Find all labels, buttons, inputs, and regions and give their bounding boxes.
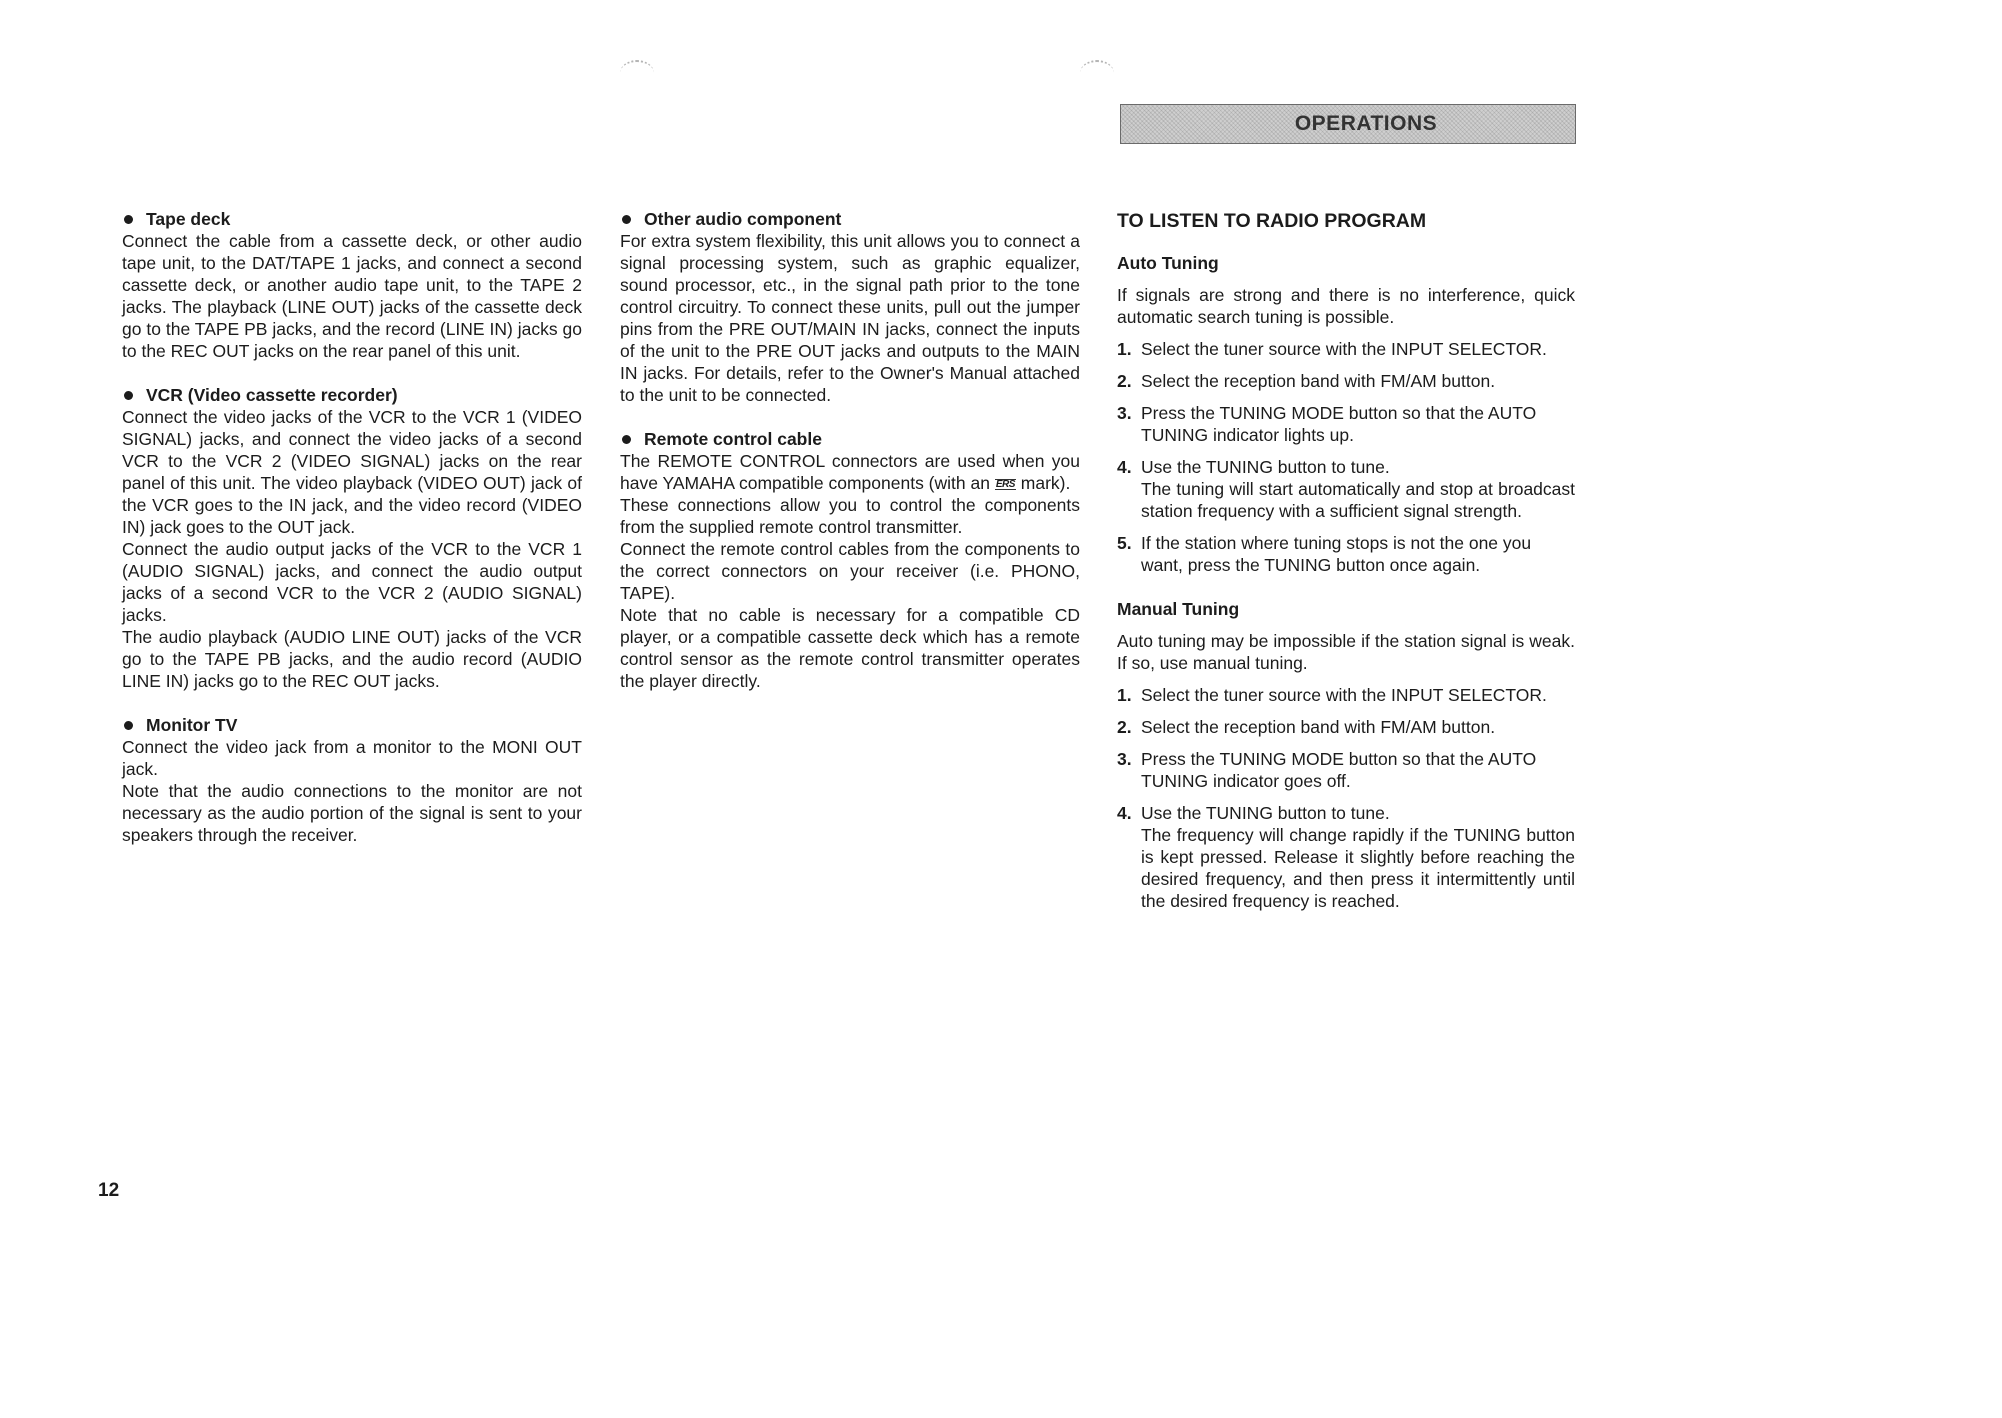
remote-text-after: mark). [1020,473,1071,493]
remote-cable-section [620,428,1080,692]
step-detail: The frequency will change rapidly if the TUNING button is kept pressed. Release it slightly before reaching the desired frequency, and then press it intermittently until the desired frequency is reached. [1141,825,1575,911]
other-audio-section [620,208,1080,406]
page-number: 12 [98,1180,120,1201]
heading-text: Remote control cable [644,429,822,449]
remote-text-before: The REMOTE CONTROL connectors are used when you have YAMAHA compatible components (with an [620,451,1080,493]
heading-text: Tape deck [146,209,231,229]
step-number: 3. [1117,749,1132,769]
step-text: Press the TUNING MODE button so that the AUTO TUNING indicator lights up. [1141,403,1537,445]
vcr-heading [122,384,582,406]
right-column [1117,208,1575,922]
remote-cable-paragraph: Note that no cable is necessary for a compatible CD player, or a compatible cassette deck which has a remote control sensor as the remote control transmitter operates the player directly. [620,605,1080,691]
vcr-section [122,384,582,692]
step-item [1117,370,1575,392]
heading-text: Monitor TV [146,715,238,735]
heading-text: VCR (Video cassette recorder) [146,385,398,405]
step-content [1141,338,1575,360]
monitor-tv-paragraph: Note that the audio connections to the monitor are not necessary as the audio portion of the signal is sent to your speakers through the receiver. [122,781,582,845]
step-text: Use the TUNING button to tune. [1141,803,1390,823]
step-text: Select the tuner source with the INPUT SELECTOR. [1141,339,1547,359]
manual-tuning-steps [1117,684,1575,912]
monitor-tv-paragraph: Connect the video jack from a monitor to the MONI OUT jack. [122,737,582,779]
step-content [1141,684,1575,706]
auto-tuning-heading: Auto Tuning [1117,253,1219,273]
step-content [1141,402,1575,446]
step-content [1141,456,1575,522]
auto-tuning-intro: If signals are strong and there is no interference, quick automatic search tuning is possible. [1117,285,1575,327]
bullet-icon [124,215,133,224]
step-number: 5. [1117,533,1132,553]
monitor-tv-heading [122,714,582,736]
tape-deck-section [122,208,582,362]
manual-tuning-intro: Auto tuning may be impossible if the station signal is weak. If so, use manual tuning. [1117,631,1575,673]
step-content [1141,748,1575,792]
vcr-paragraph: The audio playback (AUDIO LINE OUT) jacks of the VCR go to the TAPE PB jacks, and the audio record (AUDIO LINE IN) jacks go to the REC OUT jacks. [122,627,582,691]
step-item [1117,802,1575,912]
bullet-icon [124,721,133,730]
heading-text: Other audio component [644,209,842,229]
left-column [122,208,582,868]
other-audio-heading [620,208,1080,230]
step-text: Press the TUNING MODE button so that the AUTO TUNING indicator goes off. [1141,749,1537,791]
step-item [1117,338,1575,360]
banner-label: OPERATIONS [1294,112,1438,135]
remote-cable-paragraph [620,450,1080,494]
step-text: Select the reception band with FM/AM button. [1141,371,1496,391]
bullet-icon [124,391,133,400]
step-item [1117,402,1575,446]
step-content [1141,802,1575,912]
binder-hole-mark [620,60,654,86]
step-item [1117,684,1575,706]
step-item [1117,748,1575,792]
step-item [1117,456,1575,522]
monitor-tv-section [122,714,582,846]
ers-logo-icon: ERS [995,479,1015,490]
bullet-icon [622,215,631,224]
step-number: 3. [1117,403,1132,423]
tape-deck-heading [122,208,582,230]
step-content [1141,532,1575,576]
operations-banner [1120,104,1576,144]
middle-column [620,208,1080,714]
step-text: Use the TUNING button to tune. [1141,457,1390,477]
other-audio-text: For extra system flexibility, this unit allows you to connect a signal processing system, such as graphic equalizer, sound processor, etc., in the signal path prior to the tone control circuitry. To connect these units, pull out the jumper pins from the PRE OUT/MAIN IN jacks, connect the inputs of the unit to the PRE OUT jacks and outputs to the MAIN IN jacks. For details, refer to the Owner's Manual attached to the unit to be connected. [620,231,1080,405]
step-text: Select the reception band with FM/AM button. [1141,717,1496,737]
binder-hole-mark [1080,60,1114,86]
step-text: Select the tuner source with the INPUT SELECTOR. [1141,685,1547,705]
manual-tuning-heading: Manual Tuning [1117,599,1240,619]
vcr-paragraph: Connect the audio output jacks of the VCR to the VCR 1 (AUDIO SIGNAL) jacks, and connect the audio output jacks of a second VCR to the VCR 2 (AUDIO SIGNAL) jacks. [122,539,582,625]
step-item [1117,532,1575,576]
remote-cable-heading [620,428,1080,450]
bullet-icon [622,435,631,444]
step-number: 1. [1117,339,1132,359]
step-number: 4. [1117,457,1132,477]
step-text: If the station where tuning stops is not the one you want, press the TUNING button once again. [1141,533,1532,575]
step-number: 2. [1117,717,1132,737]
step-number: 1. [1117,685,1132,705]
tape-deck-text: Connect the cable from a cassette deck, or other audio tape unit, to the DAT/TAPE 1 jacks, and connect a second cassette deck, or another audio tape unit, to the TAPE 2 jacks. The playback (LINE OUT) jacks of the cassette deck go to the TAPE PB jacks, and the record (LINE IN) jacks go to the REC OUT jacks on the rear panel of this unit. [122,231,582,361]
remote-cable-paragraph: Connect the remote control cables from the components to the correct connectors on your receiver (i.e. PHONO, TAPE). [620,539,1080,603]
step-number: 2. [1117,371,1132,391]
step-number: 4. [1117,803,1132,823]
auto-tuning-steps [1117,338,1575,576]
step-content [1141,370,1575,392]
remote-cable-paragraph: These connections allow you to control the components from the supplied remote control transmitter. [620,495,1080,537]
vcr-paragraph: Connect the video jacks of the VCR to the VCR 1 (VIDEO SIGNAL) jacks, and connect the video jacks of a second VCR to the VCR 2 (VIDEO SIGNAL) jacks on the rear panel of this unit. The video playback (VIDEO OUT) jack of the VCR goes to the IN jack, and the video record (VIDEO IN) jack goes to the OUT jack. [122,407,582,537]
radio-section-title: TO LISTEN TO RADIO PROGRAM [1117,210,1427,232]
step-item [1117,716,1575,738]
step-content [1141,716,1575,738]
step-detail: The tuning will start automatically and stop at broadcast station frequency with a sufficient signal strength. [1141,479,1575,521]
